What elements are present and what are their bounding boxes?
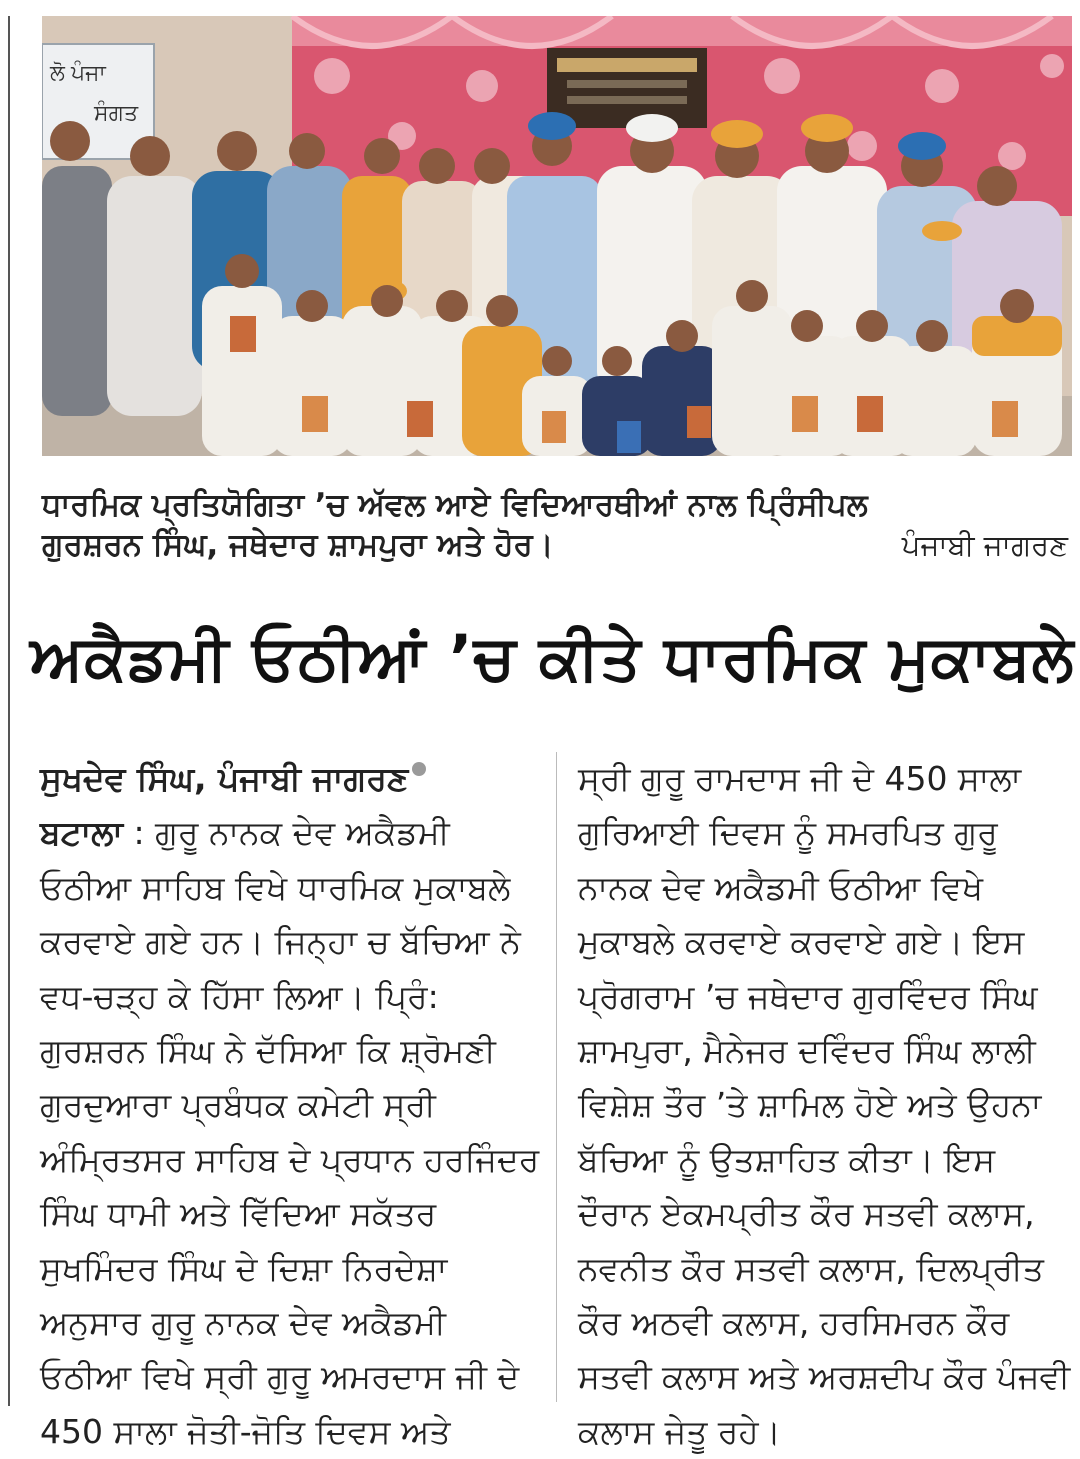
page-border-rule [8, 16, 10, 1406]
article-column-left [40, 752, 540, 1459]
column-divider [556, 752, 557, 1402]
headline: ਅਕੈਡਮੀ ਓਠੀਆਂ ’ਚ ਕੀਤੇ ਧਾਰਮਿਕ ਮੁਕਾਬਲੇ [30, 621, 1075, 694]
byline: ਸੁਖਦੇਵ ਸਿੰਘ, ਪੰਜਾਬੀ ਜਾਗਰਣ [40, 759, 409, 798]
photo-credit: ਪੰਜਾਬੀ ਜਾਗਰਣ [901, 528, 1068, 562]
caption-line1: ਧਾਰਮਿਕ ਪ੍ਰਤਿਯੋਗਿਤਾ ’ਚ ਅੱਵਲ ਆਏ ਵਿਦਿਆਰਥੀਆਂ ਨਾਲ ਪ੍ਰਿੰਸੀਪਲ [42, 487, 868, 523]
dateline: ਬਟਾਲਾ [40, 813, 123, 853]
byline-dot [412, 762, 426, 776]
photo-caption [42, 485, 1072, 565]
sign-board-line2: ਸੰਗਤ [94, 100, 139, 125]
group-photo-illustration [42, 16, 1072, 456]
caption-line2: ਗੁਰਸ਼ਰਨ ਸਿੰਘ, ਜਥੇਦਾਰ ਸ਼ਾਮਪੁਰਾ ਅਤੇ ਹੋਰ। [42, 527, 554, 563]
article-text-left: : ਗੁਰੂ ਨਾਨਕ ਦੇਵ ਅਕੈਡਮੀ ਓਠੀਆ ਸਾਹਿਬ ਵਿਖੇ ਧਾਰਮਿਕ ਮੁਕਾਬਲੇ ਕਰਵਾਏ ਗਏ ਹਨ। ਜਿਨ੍ਹਾ ਚ ਬੱਚਿਆ ਨੇ ਵਧ-ਚੜ੍ਹ ਕੇ ਹਿੱਸਾ ਲਿਆ। ਪ੍ਰਿੰ: ਗੁਰਸ਼ਰਨ ਸਿੰਘ ਨੇ ਦੱਸਿਆ ਕਿ ਸ਼੍ਰੋਮਣੀ ਗੁਰਦੁਆਰਾ ਪ੍ਰਬੰਧਕ ਕਮੇਟੀ ਸ੍ਰੀ ਅੰਮ੍ਰਿਤਸਰ ਸਾਹਿਬ ਦੇ ਪ੍ਰਧਾਨ ਹਰਜਿੰਦਰ ਸਿੰਘ ਧਾਮੀ ਅਤੇ ਵਿੱਦਿਆ ਸਕੱਤਰ ਸੁਖਮਿੰਦਰ ਸਿੰਘ ਦੇ ਦਿਸ਼ਾ ਨਿਰਦੇਸ਼ਾ ਅਨੁਸਾਰ ਗੁਰੂ ਨਾਨਕ ਦੇਵ ਅਕੈਡਮੀ ਓਠੀਆ ਵਿਖੇ ਸ੍ਰੀ ਗੁਰੂ ਅਮਰਦਾਸ ਜੀ ਦੇ 450 ਸਾਲਾ ਜੋਤੀ-ਜੋਤਿ ਦਿਵਸ ਅਤੇ [40, 813, 540, 1451]
sign-board-line1: ਲੋ ਪੰਜਾ [50, 60, 106, 85]
article-text-right: ਸ੍ਰੀ ਗੁਰੂ ਰਾਮਦਾਸ ਜੀ ਦੇ 450 ਸਾਲਾ ਗੁਰਿਆਈ ਦਿਵਸ ਨੂੰ ਸਮਰਪਿਤ ਗੁਰੂ ਨਾਨਕ ਦੇਵ ਅਕੈਡਮੀ ਓਠੀਆ ਵਿਖੇ ਮੁਕਾਬਲੇ ਕਰਵਾਏ ਕਰਵਾਏ ਗਏ। ਇਸ ਪ੍ਰੋਗਰਾਮ ’ਚ ਜਥੇਦਾਰ ਗੁਰਵਿੰਦਰ ਸਿੰਘ ਸ਼ਾਮਪੁਰਾ, ਮੈਨੇਜਰ ਦਵਿੰਦਰ ਸਿੰਘ ਲਾਲੀ ਵਿਸ਼ੇਸ਼ ਤੌਰ ’ਤੇ ਸ਼ਾਮਿਲ ਹੋਏ ਅਤੇ ਉਹਨਾ ਬੱਚਿਆ ਨੂੰ ਉਤਸ਼ਾਹਿਤ ਕੀਤਾ। ਇਸ ਦੌਰਾਨ ਏਕਮਪ੍ਰੀਤ ਕੌਰ ਸਤਵੀ ਕਲਾਸ, ਨਵਨੀਤ ਕੌਰ ਸਤਵੀ ਕਲਾਸ, ਦਿਲਪ੍ਰੀਤ ਕੌਰ ਅਠਵੀ ਕਲਾਸ, ਹਰਸਿਮਰਨ ਕੌਰ ਸਤਵੀ ਕਲਾਸ ਅਤੇ ਅਰਸ਼ਦੀਪ ਕੌਰ ਪੰਜਵੀ ਕਲਾਸ ਜੇਤੂ ਰਹੇ। [578, 759, 1071, 1451]
group-photo [42, 16, 1072, 456]
article-column-right [578, 752, 1072, 1459]
